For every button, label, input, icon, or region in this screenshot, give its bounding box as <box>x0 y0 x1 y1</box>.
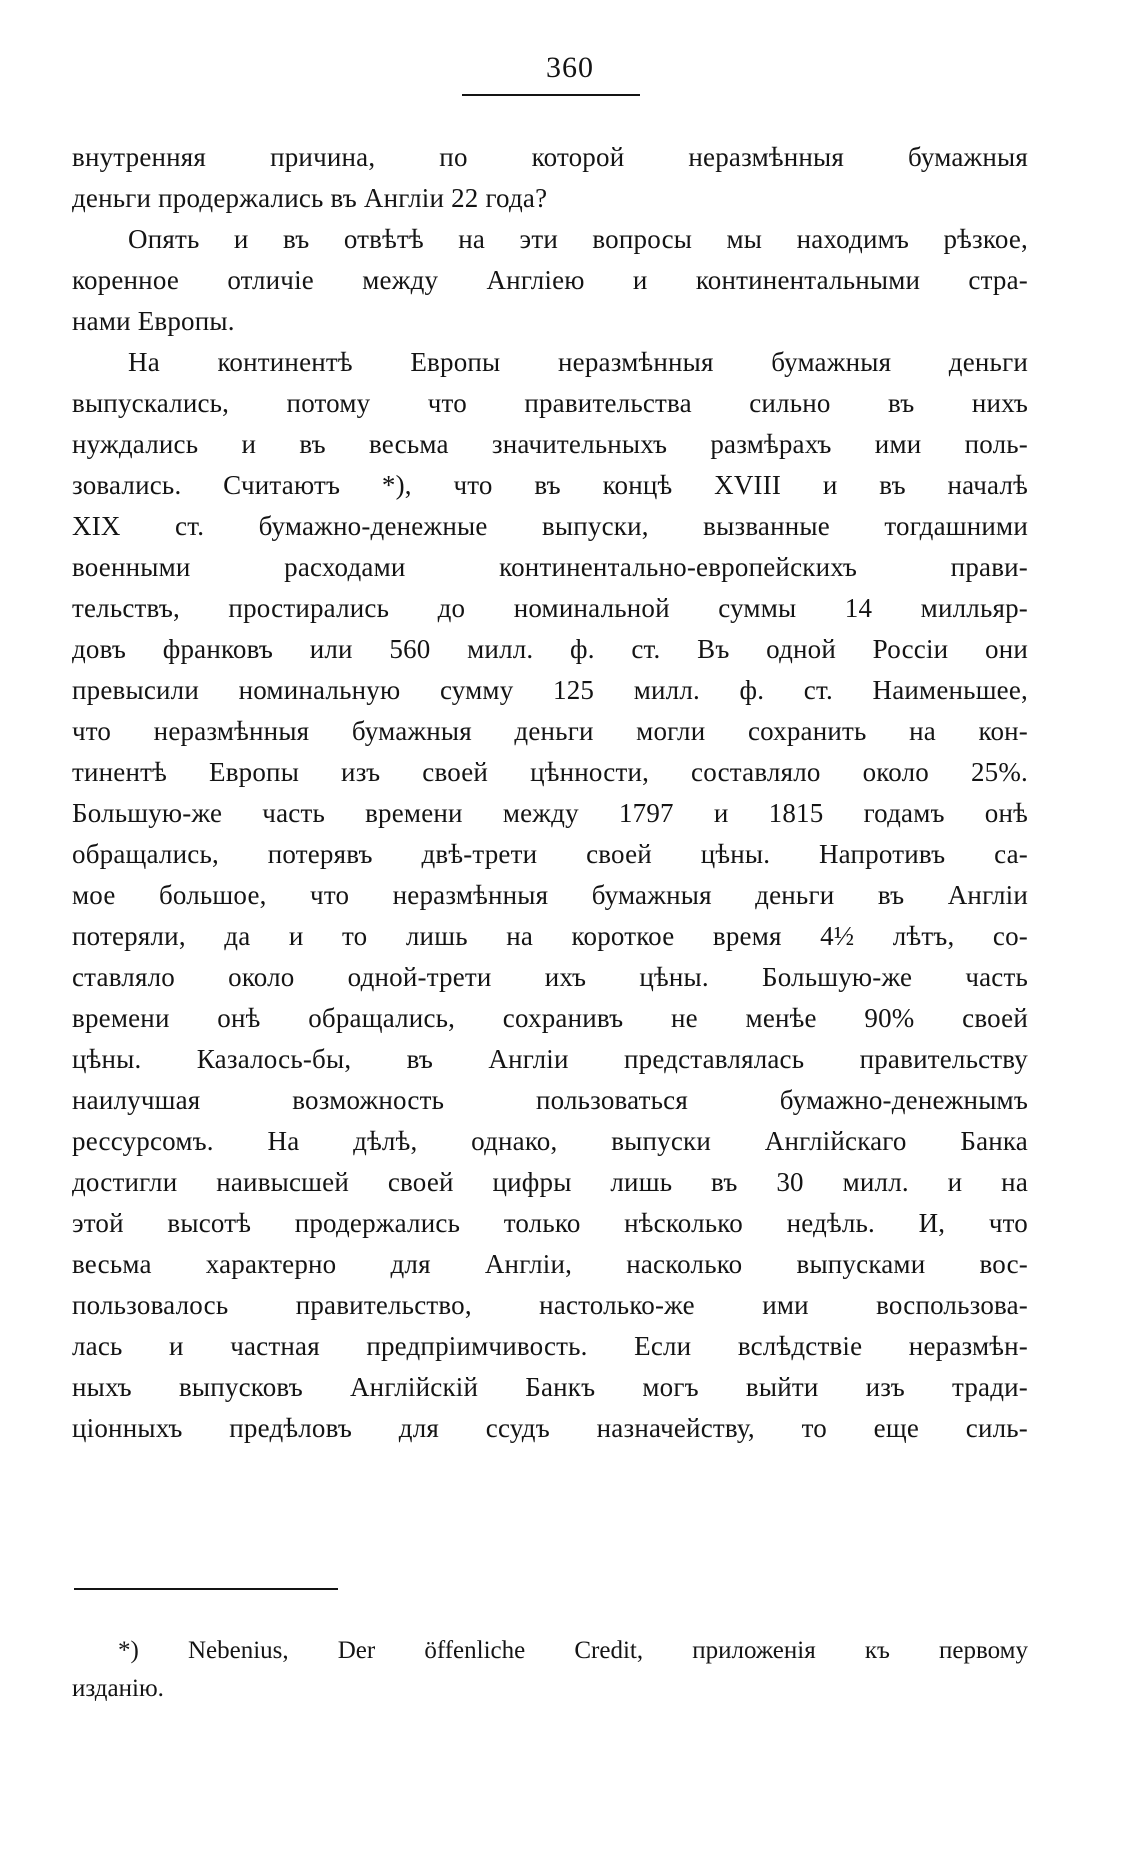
text-line: тинентѣ Европы изъ своей цѣнности, составляло около 25%. <box>72 757 1028 787</box>
text-line: потеряли, да и то лишь на короткое время 4½ лѣтъ, со- <box>72 921 1028 951</box>
header-rule <box>462 94 640 96</box>
text-line: лась и частная предпріимчивость. Если вслѣдствіе неразмѣн- <box>72 1331 1028 1361</box>
text-line: тельствъ, простирались до номинальной суммы 14 милльяр- <box>72 593 1028 623</box>
text-line: превысили номинальную сумму 125 милл. ф. ст. Наименьшее, <box>72 675 1028 705</box>
text-line: пользовалось правительство, настолько-же ими воспользова- <box>72 1290 1028 1320</box>
text-line: зовались. Считаютъ *), что въ концѣ XVIII и въ началѣ <box>72 470 1028 500</box>
text-line: нуждались и въ весьма значительныхъ размѣрахъ ими поль- <box>72 429 1028 459</box>
text-line: времени онѣ обращались, сохранивъ не менѣе 90% своей <box>72 1003 1028 1033</box>
text-line: цѣны. Казалось-бы, въ Англіи представлялась правительству <box>72 1044 1028 1074</box>
text-line: весьма характерно для Англіи, насколько выпусками вос- <box>72 1249 1028 1279</box>
text-line: достигли наивысшей своей цифры лишь въ 30 милл. и на <box>72 1167 1028 1197</box>
text-line: мое большое, что неразмѣнныя бумажныя деньги въ Англіи <box>72 880 1028 910</box>
text-line: нами Европы. <box>72 306 235 336</box>
paragraph-start-line: На континентѣ Европы неразмѣнныя бумажныя деньги <box>128 347 1028 377</box>
text-line: коренное отличіе между Англіею и континентальными стра- <box>72 265 1028 295</box>
text-line: внутренняя причина, по которой неразмѣнныя бумажныя <box>72 142 1028 172</box>
footnote-line: *) Nebenius, Der öffenliche Credit, приложенія къ первому <box>118 1637 1028 1664</box>
text-line: военными расходами континентально-европейскихъ прави- <box>72 552 1028 582</box>
page-number: 360 <box>546 51 594 84</box>
text-line: обращались, потерявъ двѣ-трети своей цѣны. Напротивъ са- <box>72 839 1028 869</box>
text-line: что неразмѣнныя бумажныя деньги могли сохранить на кон- <box>72 716 1028 746</box>
text-line: ныхъ выпусковъ Англійскій Банкъ могъ выйти изъ тради- <box>72 1372 1028 1402</box>
footnote-rule <box>74 1588 338 1590</box>
text-line: наилучшая возможность пользоваться бумажно-денежнымъ <box>72 1085 1028 1115</box>
text-line: XIX ст. бумажно-денежные выпуски, вызванные тогдашними <box>72 511 1028 541</box>
text-line: Большую-же часть времени между 1797 и 1815 годамъ онѣ <box>72 798 1028 828</box>
text-line: рессурсомъ. На дѣлѣ, однако, выпуски Англійскаго Банка <box>72 1126 1028 1156</box>
text-line: деньги продержались въ Англіи 22 года? <box>72 183 548 213</box>
text-line: этой высотѣ продержались только нѣсколько недѣль. И, что <box>72 1208 1028 1238</box>
body-text <box>72 137 1028 1449</box>
text-line: ставляло около одной-трети ихъ цѣны. Большую-же часть <box>72 962 1028 992</box>
paragraph-start-line: Опять и въ отвѣтѣ на эти вопросы мы находимъ рѣзкое, <box>128 224 1028 254</box>
text-line: выпускались, потому что правительства сильно въ нихъ <box>72 388 1028 418</box>
text-line: довъ франковъ или 560 милл. ф. ст. Въ одной Россіи они <box>72 634 1028 664</box>
footnote-line: изданію. <box>72 1675 164 1702</box>
text-line: ціонныхъ предѣловъ для ссудъ назначейству, то еще силь- <box>72 1413 1028 1443</box>
footnote <box>72 1632 1028 1708</box>
